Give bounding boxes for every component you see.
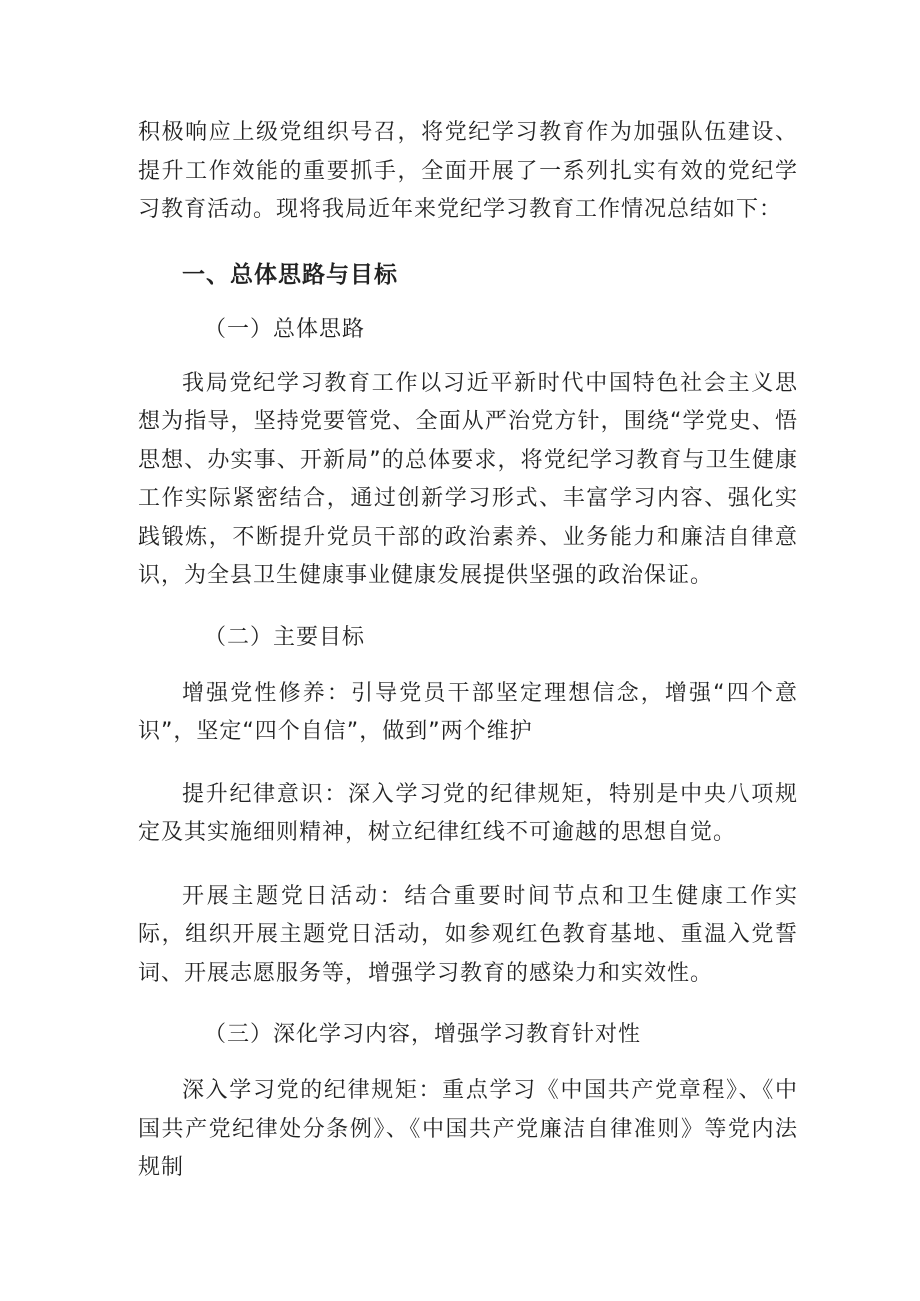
- study-content-paragraph: 深入学习党的纪律规矩：重点学习《中国共产党章程》、《中国共产党纪律处分条例》、《中国共产党廉洁自律准则》等党内法规制: [138, 1078, 798, 1180]
- document-body: [138, 114, 798, 1188]
- subsection-heading-3: （三）深化学习内容，增强学习教育针对性: [204, 1022, 642, 1047]
- goal-paragraph-2: 提升纪律意识：深入学习党的纪律规矩，特别是中央八项规定及其实施细则精神，树立纪律红线不可逾越的思想自觉。: [138, 781, 798, 845]
- subsection-heading-2: （二）主要目标: [204, 624, 366, 650]
- goal-paragraph-3: 开展主题党日活动：结合重要时间节点和卫生健康工作实际，组织开展主题党日活动，如参观红色教育基地、重温入党誓词、开展志愿服务等，增强学习教育的感染力和实效性。: [138, 883, 798, 986]
- subsection-heading-1: （一）总体思路: [204, 316, 366, 342]
- intro-paragraph: 积极响应上级党组织号召，将党纪学习教育作为加强队伍建设、提升工作效能的重要抓手，全面开展了一系列扎实有效的党纪学习教育活动。现将我局近年来党纪学习教育工作情况总结如下：: [138, 120, 798, 222]
- goal-paragraph-1: 增强党性修养：引导党员干部坚定理想信念，增强“四个意识”，坚定“四个自信”，做到”两个维护: [138, 680, 798, 744]
- section-heading-1: 一、总体思路与目标: [182, 261, 398, 288]
- overall-approach-paragraph: 我局党纪学习教育工作以习近平新时代中国特色社会主义思想为指导，坚持党要管党、全面从严治党方针，围绕“学党史、悟思想、办实事、开新局”的总体要求，将党纪学习教育与卫生健康工作实际紧密结合，通过创新学习形式、丰富学习内容、强化实践锻炼，不断提升党员干部的政治素养、业务能力和廉洁自律意识，为全县卫生健康事业健康发展提供坚强的政治保证。: [138, 370, 798, 588]
